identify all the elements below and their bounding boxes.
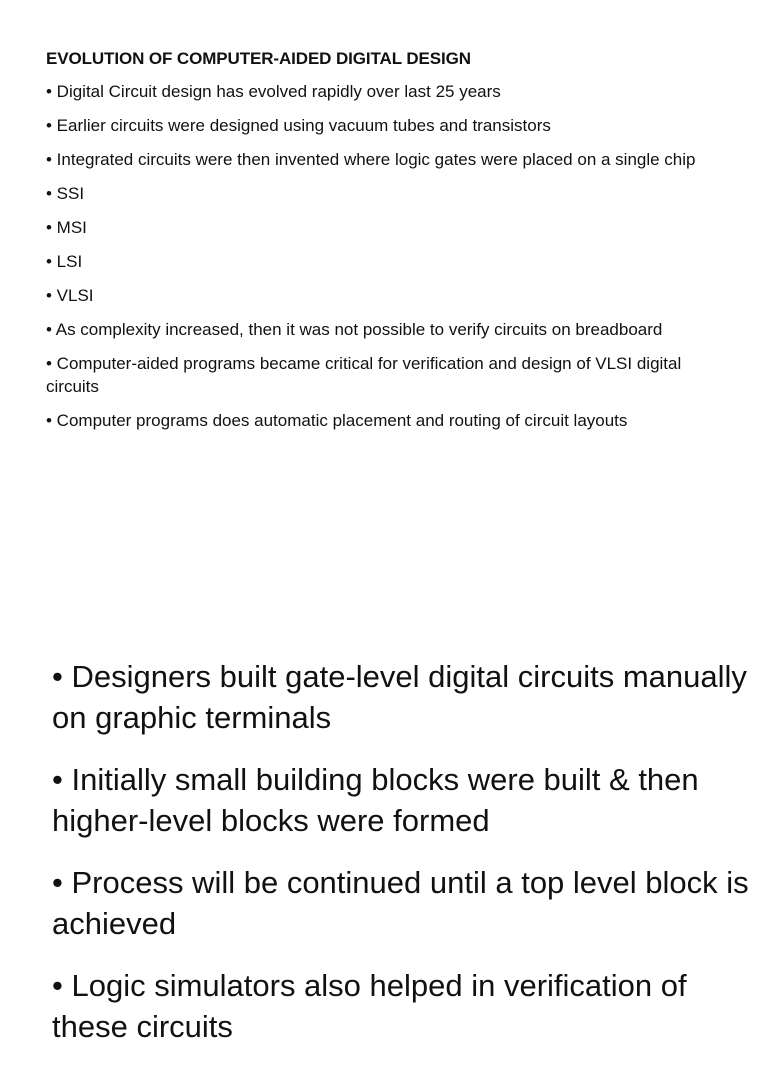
list-item: • Initially small building blocks were built & then higher-level blocks were formed bbox=[52, 762, 699, 838]
list-item: • Process will be continued until a top level block is achieved bbox=[52, 865, 749, 941]
list-item: • Computer-aided programs became critical for verification and design of VLSI digital circuits bbox=[46, 354, 682, 396]
list-item: • Earlier circuits were designed using vacuum tubes and transistors bbox=[46, 116, 551, 135]
list-item: • Designers built gate-level digital circuits manually on graphic terminals bbox=[52, 659, 747, 735]
list-item: • Digital Circuit design has evolved rapidly over last 25 years bbox=[46, 82, 501, 101]
list-item: • Integrated circuits were then invented where logic gates were placed on a single chip bbox=[46, 150, 696, 169]
list-item: • MSI bbox=[46, 218, 87, 237]
list-item: • SSI bbox=[46, 184, 85, 203]
list-item: • LSI bbox=[46, 252, 83, 271]
list-item: • As complexity increased, then it was not possible to verify circuits on breadboard bbox=[46, 320, 663, 339]
top-bullet-list bbox=[46, 80, 726, 432]
bottom-bullet-list bbox=[52, 656, 762, 1047]
slide-bottom bbox=[52, 656, 762, 1068]
list-item: • VLSI bbox=[46, 286, 94, 305]
list-item: • Logic simulators also helped in verification of these circuits bbox=[52, 968, 687, 1044]
page-title: EVOLUTION OF COMPUTER-AIDED DIGITAL DESIGN bbox=[46, 49, 471, 68]
list-item: • Computer programs does automatic placement and routing of circuit layouts bbox=[46, 411, 628, 430]
slide-top bbox=[46, 48, 726, 443]
